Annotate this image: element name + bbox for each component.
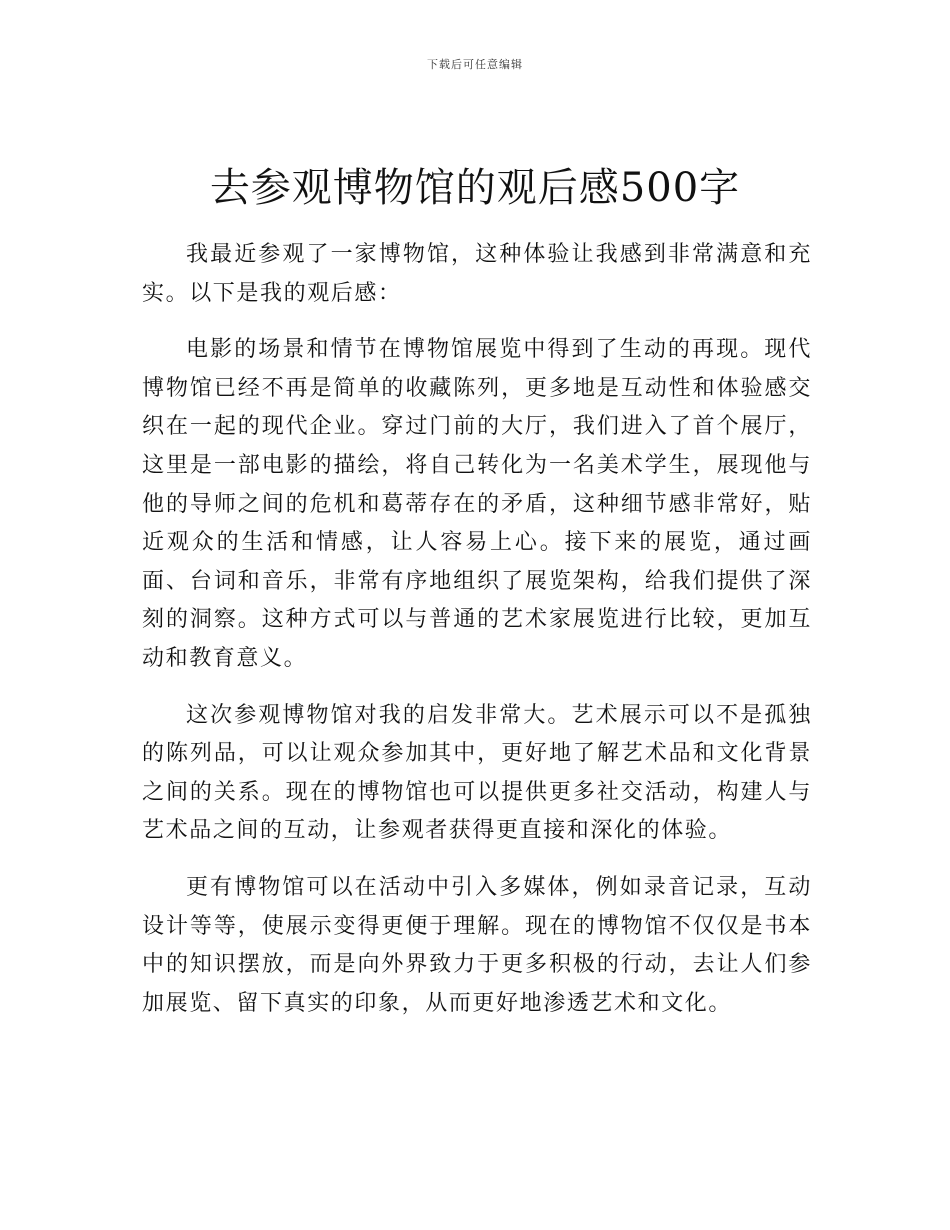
paragraph-4: 更有博物馆可以在活动中引入多媒体，例如录音记录，互动设计等等，使展示变得更便于理解。现在的博物馆不仅仅是书本中的知识摆放，而是向外界致力于更多积极的行动，去让人们参加展览、留下真实的印象，从而更好地渗透艺术和文化。: [142, 874, 812, 1016]
document-title: 去参观博物馆的观后感500字: [209, 165, 741, 211]
page-header: 下载后可任意编辑: [427, 58, 523, 71]
paragraph-3: 这次参观博物馆对我的启发非常大。艺术展示可以不是孤独的陈列品，可以让观众参加其中，更好地了解艺术品和文化背景之间的关系。现在的博物馆也可以提供更多社交活动，构建人与艺术品之间的互动，让参观者获得更直接和深化的体验。: [142, 702, 812, 844]
paragraph-1: 我最近参观了一家博物馆，这种体验让我感到非常满意和充实。以下是我的观后感：: [142, 242, 812, 306]
document-body: [142, 236, 812, 1041]
paragraph-2: 电影的场景和情节在博物馆展览中得到了生动的再现。现代博物馆已经不再是简单的收藏陈列，更多地是互动性和体验感交织在一起的现代企业。穿过门前的大厅，我们进入了首个展厅，这里是一部电影的描绘，将自己转化为一名美术学生，展现他与他的导师之间的危机和葛蒂存在的矛盾，这种细节感非常好，贴近观众的生活和情感，让人容易上心。接下来的展览，通过画面、台词和音乐，非常有序地组织了展览架构，给我们提供了深刻的洞察。这种方式可以与普通的艺术家展览进行比较，更加互动和教育意义。: [142, 337, 812, 671]
